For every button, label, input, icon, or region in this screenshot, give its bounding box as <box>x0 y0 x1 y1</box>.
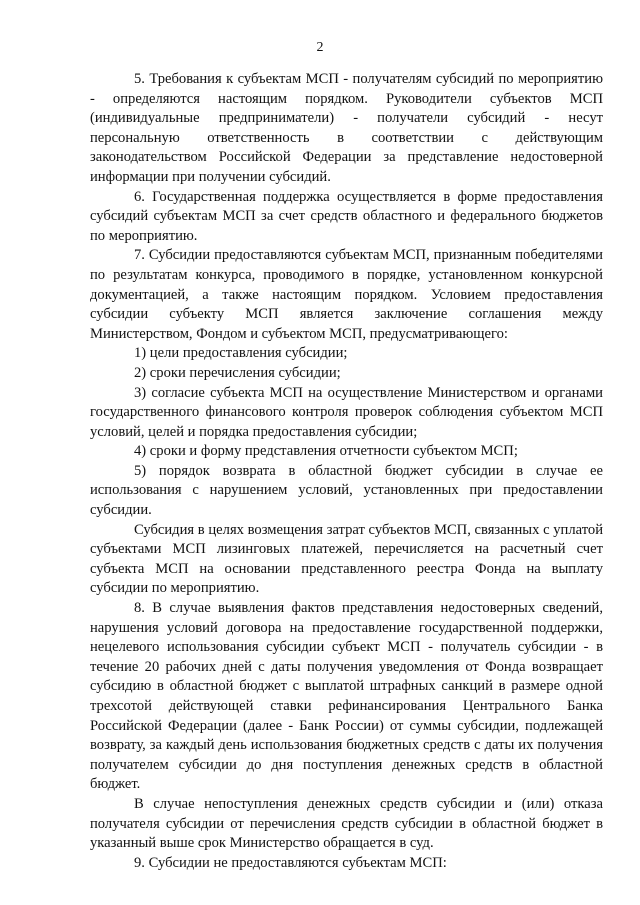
document-body <box>90 70 603 873</box>
list-item-4: 4) сроки и форму представления отчетности субъектом МСП; <box>134 443 518 460</box>
paragraph-non-receipt: В случае непоступления денежных средств субсидии и (или) отказа получателя субсидии от перечисления средств субсидии в областной бюджет в указанный выше срок Министерство обращается в суд. <box>90 795 603 852</box>
paragraph-9: 9. Субсидии не предоставляются субъектам МСП: <box>134 854 447 871</box>
paragraph-6: 6. Государственная поддержка осуществляется в форме предоставления субсидий субъектам МСП за счет средств областного и федерального бюджетов по мероприятию. <box>90 188 603 244</box>
list-item-1: 1) цели предоставления субсидии; <box>134 345 348 362</box>
list-item-5: 5) порядок возврата в областной бюджет субсидии в случае ее использования с нарушением условий, установленных при предоставлении субсидии. <box>90 462 603 519</box>
paragraph-5: 5. Требования к субъектам МСП - получателям субсидий по мероприятию - определяются настоящим порядком. Руководители субъектов МСП (индивидуальные предприниматели) - получатели субсидий - несут персональную ответственность в соответствии с действующим законодательством Российской Федерации за представление недостоверной информации при получении субсидий. <box>90 71 603 185</box>
page-number: 2 <box>316 40 324 55</box>
list-item-2: 2) сроки перечисления субсидии; <box>134 364 341 381</box>
paragraph-8: 8. В случае выявления фактов представления недостоверных сведений, нарушения условий договора на предоставление государственной поддержки, нецелевого использования субсидии субъект МСП - получатель субсидии - в течение 20 рабочих дней с даты получения уведомления от Фонда возвращает субсидию в областной бюджет с выплатой штрафных санкций в размере одной трехсотой действующей ставки рефинансирования Центрального Банка Российской Федерации (далее - Банк России) от суммы субсидии, подлежащей возврату, за каждый день использования бюджетных средств с даты их получения получателем субсидии до дня поступления денежных средств в областной бюджет. <box>90 600 603 793</box>
paragraph-leasing-subsidy: Субсидия в целях возмещения затрат субъектов МСП, связанных с уплатой субъектами МСП лизинговых платежей, перечисляется на расчетный счет субъекта МСП на основании представленного реестра Фонда на выплату субсидии по мероприятию. <box>90 521 603 597</box>
paragraph-7: 7. Субсидии предоставляются субъектам МСП, признанным победителями по результатам конкурса, проводимого в порядке, установленном конкурсной документацией, а также настоящим порядком. Условием предоставления субсидии субъекту МСП является заключение соглашения между Министерством, Фондом и субъектом МСП, предусматривающего: <box>90 247 603 342</box>
list-item-3: 3) согласие субъекта МСП на осуществление Министерством и органами государственного финансового контроля проверок соблюдения субъектом МСП условий, целей и порядка предоставления субсидии; <box>90 384 603 440</box>
